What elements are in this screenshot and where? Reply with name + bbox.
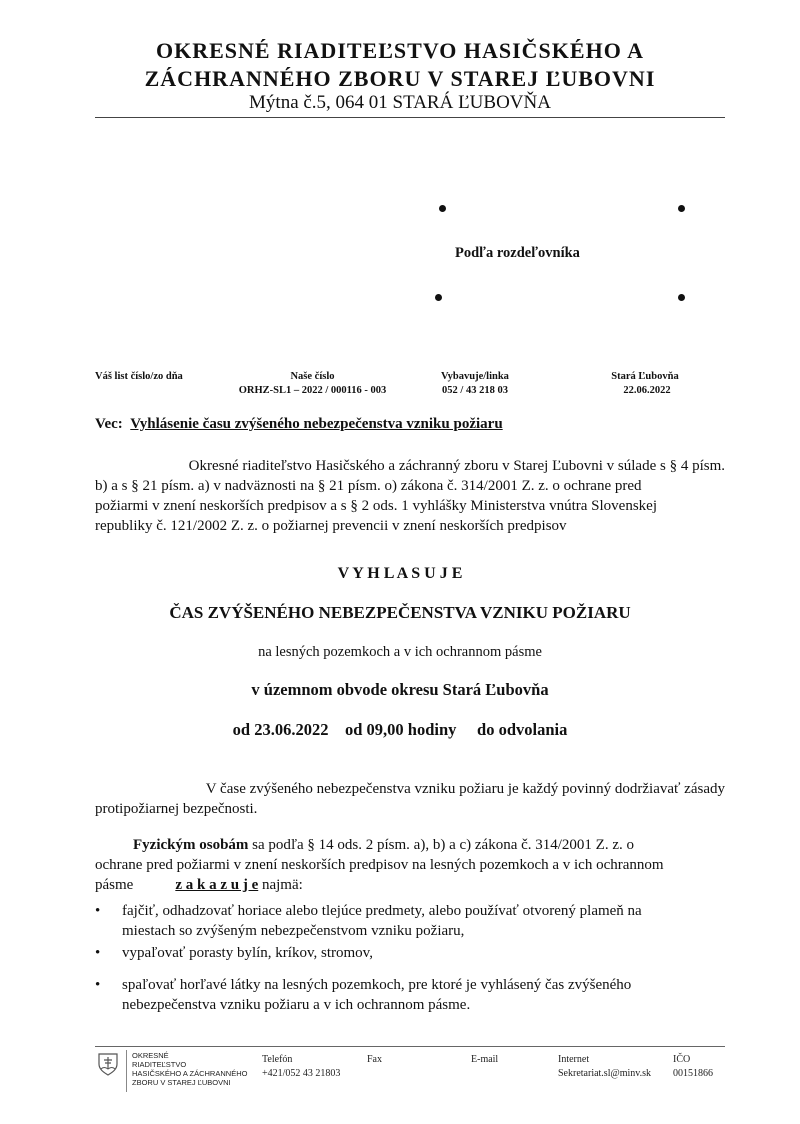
from-date: od 23.06.2022 <box>232 720 329 739</box>
our-ref-value: ORHZ-SL1 – 2022 / 000116 - 003 <box>238 385 387 396</box>
list-item <box>95 943 725 963</box>
bullet-icon: • <box>95 945 101 961</box>
intro-line: republiky č. 121/2002 Z. z. o požiarnej prevencii v znení neskorších predpisov <box>95 518 567 534</box>
intro-line: b) a s § 21 písm. a) v nadväznosti na § 21 písm. o) zákona č. 314/2001 Z. z. o ochrane pred <box>95 478 642 494</box>
persons-line3-end: najmä: <box>258 877 303 893</box>
footer-org-line: OKRESNÉ <box>132 1051 169 1060</box>
header-divider <box>95 117 725 118</box>
our-ref-label: Naše číslo <box>290 371 335 382</box>
address-corner-mark <box>678 294 685 301</box>
phone-value: +421/052 43 21803 <box>262 1068 341 1079</box>
declaration-period <box>0 720 800 740</box>
list-item-line: spaľovať horľavé látky na lesných pozemkoch, pre ktoré je vyhlásený čas zvýšeného <box>122 977 632 993</box>
recipient: Podľa rozdeľovníka <box>455 245 580 261</box>
until-text: do odvolania <box>477 720 568 739</box>
handled-by-value: 052 / 43 218 03 <box>442 385 508 396</box>
footer-org-line: RIADITEĽSTVO <box>132 1060 187 1069</box>
footer-org-name <box>132 1051 262 1087</box>
email-label: E-mail <box>471 1054 499 1065</box>
address-corner-mark <box>439 205 446 212</box>
intro-line: Okresné riaditeľstvo Hasičského a záchranný zboru v Starej Ľubovni v súlade s § 4 písm. <box>188 458 725 474</box>
persons-line <box>95 835 725 855</box>
declaration-scope: na lesných pozemkoch a v ich ochrannom pásme <box>258 644 542 660</box>
persons-line3-start: pásme <box>95 877 134 893</box>
handled-by-label: Vybavuje/linka <box>441 371 509 382</box>
ico-value: 00151866 <box>673 1068 713 1079</box>
address-corner-mark <box>678 205 685 212</box>
ico-label: IČO <box>673 1054 691 1065</box>
declaration-title: ČAS ZVÝŠENÉHO NEBEZPEČENSTVA VZNIKU POŽIARU <box>169 603 631 622</box>
footer-logo-divider <box>126 1050 127 1092</box>
from-time: od 09,00 hodiny <box>344 720 457 739</box>
list-item-line: fajčiť, odhadzovať horiace alebo tlejúce predmety, alebo používať otvorený plameň na <box>122 903 642 919</box>
subject-label: Vec: <box>95 416 123 432</box>
internet-value[interactable]: Sekretariat.sl@minv.sk <box>558 1068 651 1079</box>
phone-label: Telefón <box>262 1054 293 1065</box>
org-name-line2: ZÁCHRANNÉHO ZBORU V STAREJ ĽUBOVNI <box>144 66 656 91</box>
org-address: Mýtna č.5, 064 01 STARÁ ĽUBOVŇA <box>249 92 551 113</box>
declaration-district: v územnom obvode okresu Stará Ľubovňa <box>251 680 549 699</box>
persons-line: ochrane pred požiarmi v znení neskorších predpisov na lesných pozemkoch a v ich ochrannom <box>95 857 664 873</box>
duty-line: protipožiarnej bezpečnosti. <box>95 801 258 817</box>
footer-divider <box>95 1046 725 1048</box>
list-item-line: nebezpečenstva vzniku požiaru a v ich ochrannom pásme. <box>122 997 471 1013</box>
subject-line <box>95 416 503 433</box>
list-item-line: miestach so zvýšeným nebezpečenstvom vzniku požiaru, <box>122 923 465 939</box>
bullet-icon: • <box>95 903 101 919</box>
duty-line: V čase zvýšeného nebezpečenstva vzniku požiaru je každý povinný dodržiavať zásady <box>205 781 725 797</box>
internet-label: Internet <box>558 1054 590 1065</box>
bullet-icon: • <box>95 977 101 993</box>
subject-text: Vyhlásenie času zvýšeného nebezpečenstva vzniku požiaru <box>130 416 503 432</box>
forbid-word: z a k a z u j e <box>175 877 259 893</box>
persons-line <box>95 875 725 895</box>
persons-line1-rest: sa podľa § 14 ods. 2 písm. a), b) a c) zákona č. 314/2001 Z. z. o <box>248 837 635 853</box>
your-ref-label: Váš list číslo/zo dňa <box>95 371 183 382</box>
list-item <box>95 901 725 941</box>
document-date: 22.06.2022 <box>623 385 671 396</box>
footer-org-line: ZBORU V STAREJ ĽUBOVNI <box>132 1078 231 1087</box>
coat-of-arms-icon <box>97 1052 119 1076</box>
org-name-line1: OKRESNÉ RIADITEĽSTVO HASIČSKÉHO A <box>156 38 644 63</box>
fax-label: Fax <box>367 1054 382 1065</box>
place-label: Stará Ľubovňa <box>611 371 679 382</box>
list-item <box>95 975 725 1015</box>
address-corner-mark <box>435 294 442 301</box>
list-item-line: vypaľovať porasty bylín, kríkov, stromov, <box>122 945 373 961</box>
persons-bold: Fyzickým osobám <box>133 837 249 853</box>
intro-line: požiarmi v znení neskorších predpisov a s § 2 ods. 1 vyhlášky Ministerstva vnútra Slovenskej <box>95 498 657 514</box>
footer-org-line: HASIČSKÉHO A ZÁCHRANNÉHO <box>132 1069 248 1078</box>
declaration-verb: V Y H L A S U J E <box>337 565 463 582</box>
